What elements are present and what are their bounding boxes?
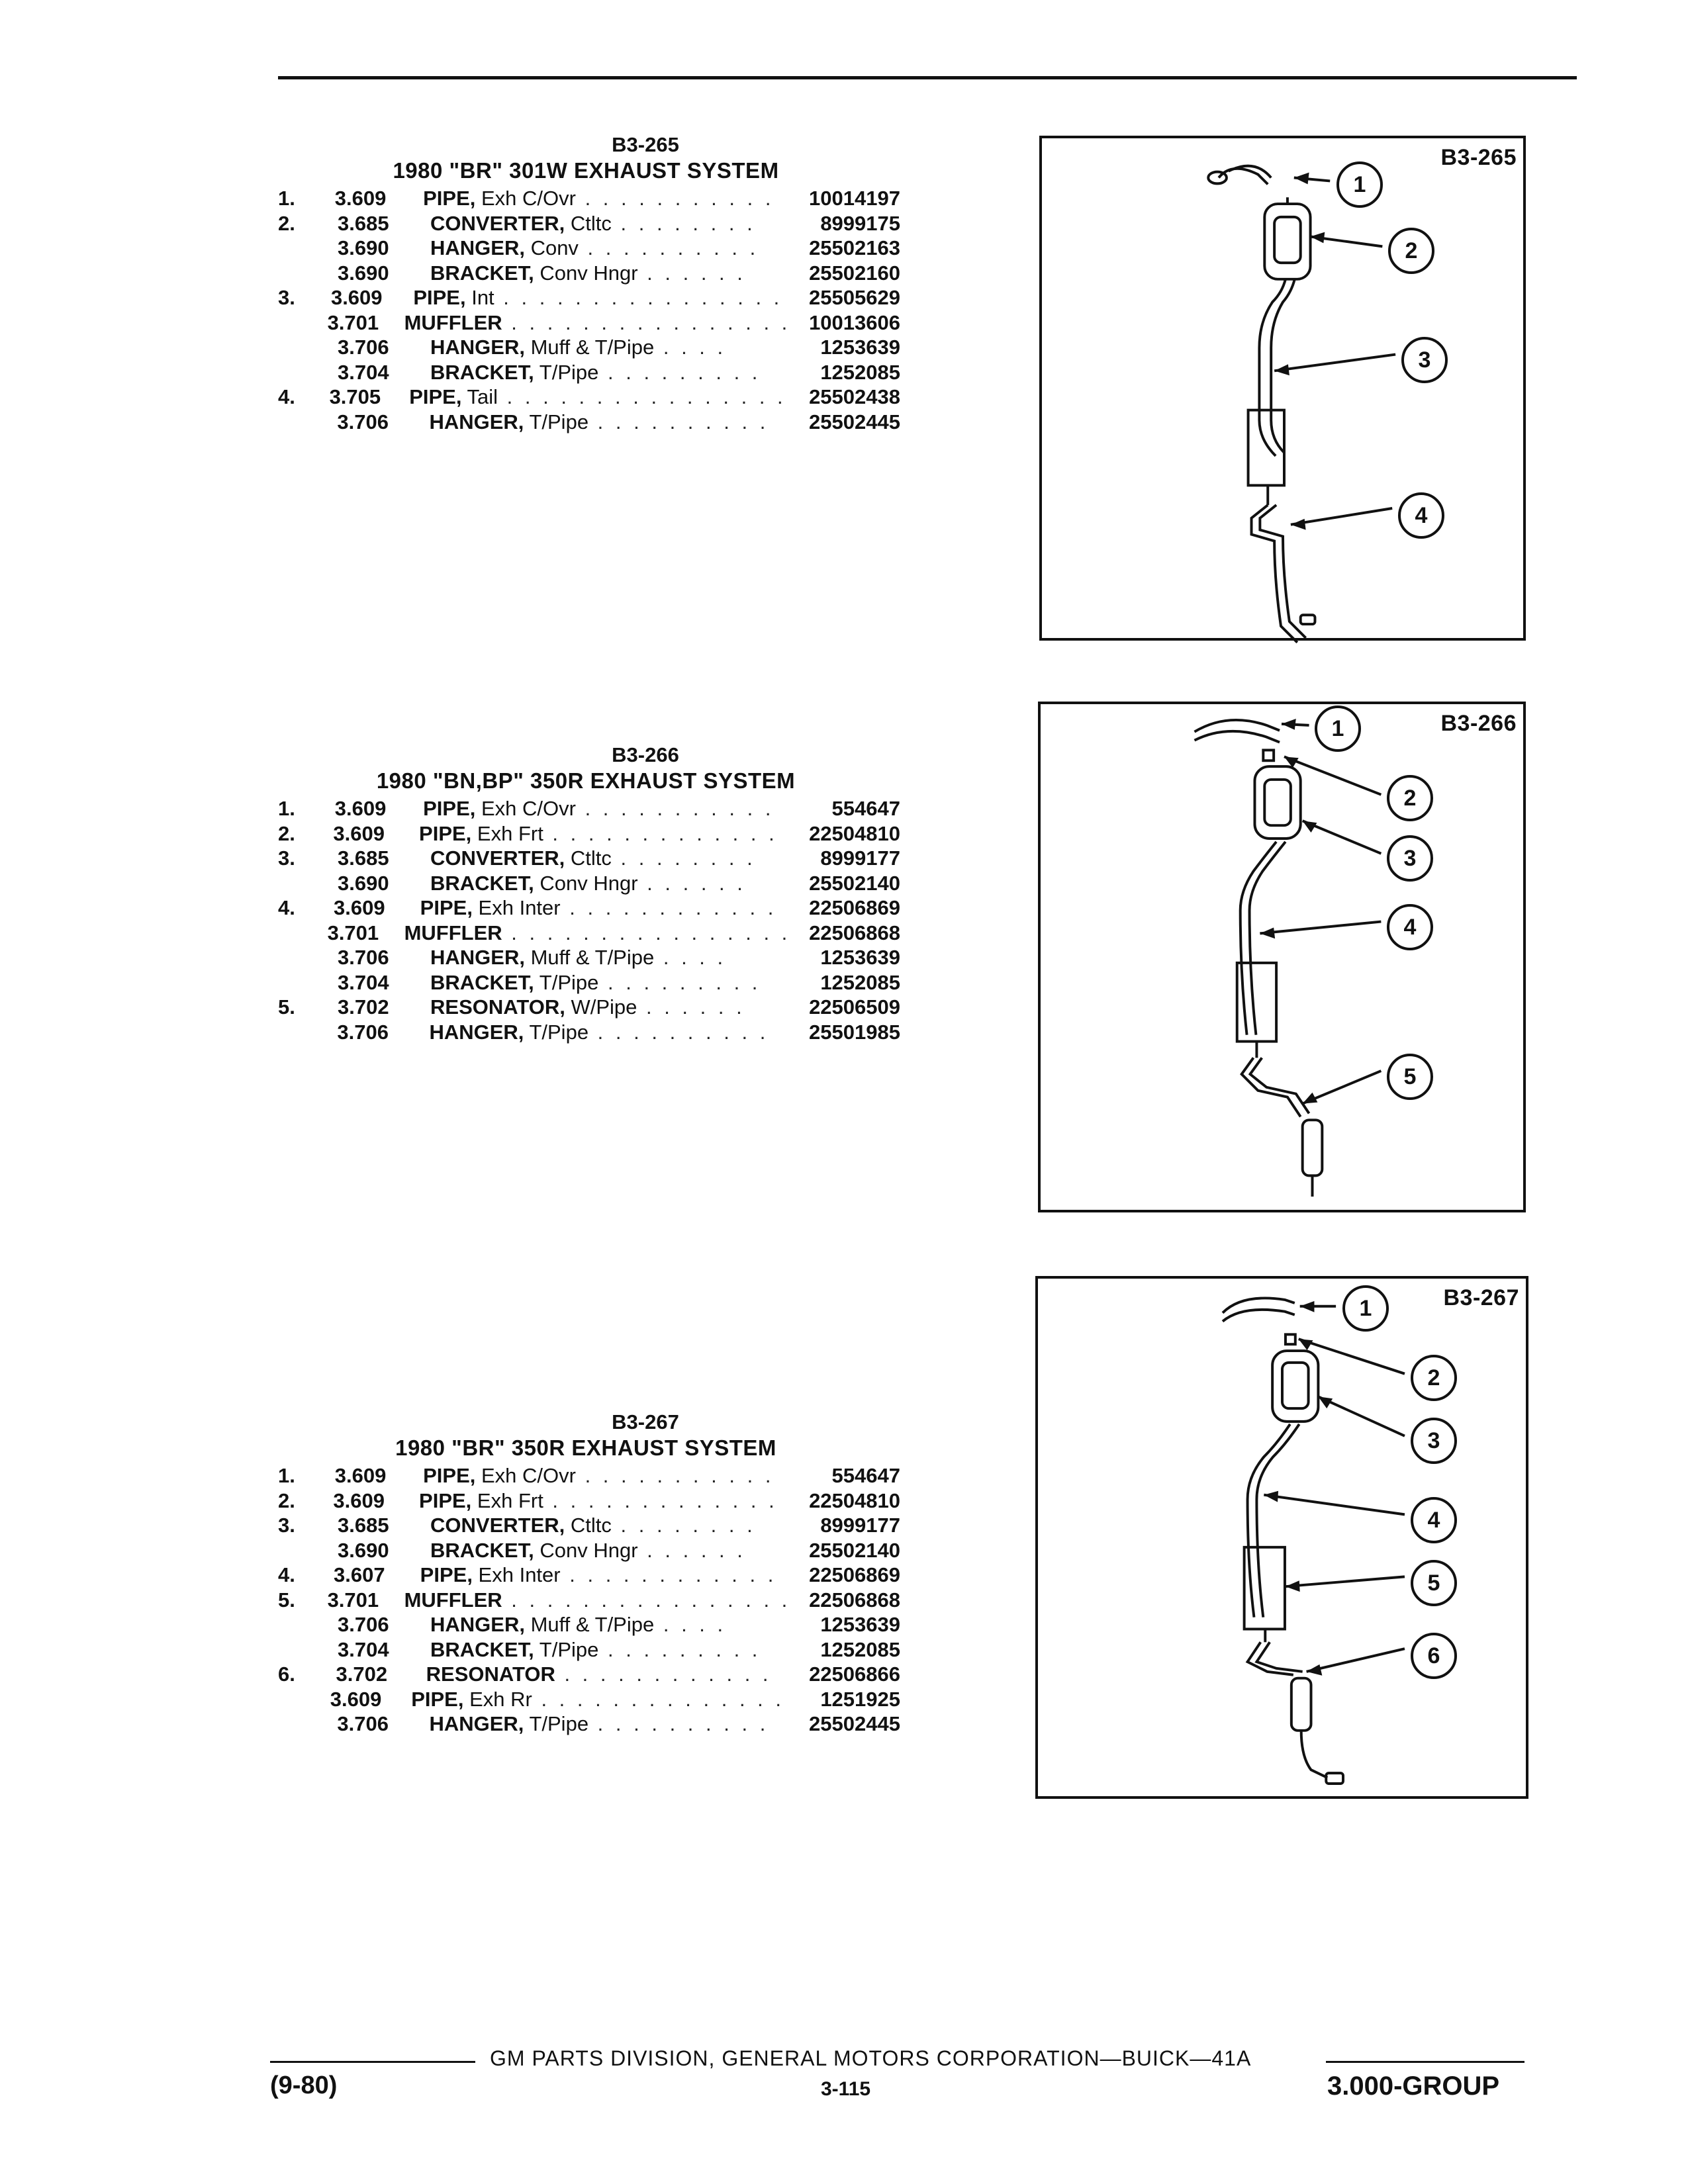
- part-number: 1253639: [820, 336, 900, 359]
- part-number: 25502163: [809, 236, 900, 259]
- part-name: MUFFLER: [404, 310, 502, 334]
- parts-row: [271, 846, 900, 872]
- parts-row: [271, 1514, 900, 1539]
- exhaust-drawing: [1041, 704, 1523, 1210]
- leader-dots: . . . . . . . .: [611, 1514, 756, 1537]
- part-description: [419, 1489, 778, 1513]
- leader-dots: . . . . . .: [637, 261, 746, 285]
- leader-dots: . . . . . . . . . . . . . . . .: [502, 921, 791, 944]
- leader-dots: . . . .: [654, 946, 727, 969]
- item-number: 5.: [278, 1588, 295, 1612]
- figure-id: B3-267: [612, 1410, 679, 1433]
- part-number: 1252085: [820, 1637, 900, 1661]
- callout-1: 1: [1336, 161, 1383, 208]
- part-number: 554647: [831, 1464, 900, 1487]
- leader-dots: . . . . . . . . .: [598, 970, 761, 994]
- group-number: 3.609: [334, 1464, 387, 1487]
- part-detail: Muff & T/Pipe: [524, 336, 655, 359]
- part-detail: Exh Frt: [471, 1488, 543, 1512]
- leader-dots: . . . . . . . .: [611, 211, 756, 235]
- callout-1: 1: [1315, 705, 1361, 752]
- group-number: 3.706: [337, 1020, 389, 1044]
- parts-row: [271, 822, 900, 847]
- callout-4: 4: [1387, 904, 1433, 950]
- parts-listing-b3-267: [271, 1410, 900, 1737]
- item-number: 2.: [278, 1488, 295, 1512]
- part-detail: Ctltc: [565, 211, 612, 235]
- part-detail: Exh C/Ovr: [475, 187, 576, 210]
- item-number: 2.: [278, 821, 295, 845]
- part-name: PIPE,: [423, 797, 476, 820]
- part-number: 22504810: [809, 821, 900, 845]
- page-number: 3-115: [821, 2078, 871, 2100]
- part-name: PIPE,: [419, 1488, 472, 1512]
- group-number: 3.706: [337, 1712, 389, 1735]
- exhaust-diagram-b3-265: [1039, 136, 1526, 641]
- part-description: [430, 1613, 768, 1637]
- figure-id: B3-265: [612, 133, 679, 156]
- part-description: [430, 946, 768, 970]
- group-number: 3.609: [330, 286, 383, 309]
- parts-row: [271, 212, 900, 237]
- rear-pipe: [1301, 1731, 1328, 1778]
- group-number: 3.701: [327, 1588, 379, 1612]
- callout-6: 6: [1411, 1633, 1457, 1679]
- part-detail: Exh Frt: [471, 821, 543, 845]
- callout-3: 3: [1411, 1418, 1457, 1464]
- group-label: 3.000-GROUP: [1327, 2071, 1500, 2101]
- parts-row: [271, 1021, 900, 1046]
- part-detail: Ctltc: [565, 846, 612, 870]
- part-name: HANGER,: [429, 1712, 524, 1735]
- part-detail: Exh C/Ovr: [475, 797, 576, 820]
- callout-2: 2: [1387, 775, 1433, 821]
- leader-dots: . . . . . .: [637, 995, 745, 1019]
- leader-dots: . . . . . . . . . . .: [575, 1464, 774, 1487]
- parts-row: [271, 286, 900, 311]
- callout-3: 3: [1387, 835, 1433, 882]
- part-number: 8999177: [820, 846, 900, 870]
- part-description: [423, 1464, 774, 1488]
- part-number: 8999177: [820, 1514, 900, 1537]
- part-number: 25502438: [809, 385, 900, 408]
- part-description: [411, 1688, 784, 1711]
- part-detail: Tail: [461, 385, 498, 408]
- part-name: RESONATOR: [426, 1662, 555, 1686]
- parts-row: [271, 896, 900, 921]
- part-number: 1253639: [820, 1613, 900, 1636]
- parts-row: [271, 971, 900, 996]
- group-number: 3.609: [334, 187, 387, 210]
- parts-row: [271, 921, 900, 946]
- part-detail: T/Pipe: [534, 1637, 599, 1661]
- part-number: 25501985: [809, 1020, 900, 1044]
- group-number: 3.704: [338, 970, 389, 994]
- group-number: 3.690: [338, 1538, 389, 1562]
- exhaust-drawing: [1038, 1279, 1526, 1796]
- part-detail: Conv Hngr: [534, 261, 638, 285]
- callout-3: 3: [1401, 337, 1448, 383]
- parts-row: [271, 1712, 900, 1737]
- part-description: [423, 187, 774, 210]
- part-number: 25502140: [809, 871, 900, 895]
- callout-4: 4: [1398, 492, 1444, 539]
- parts-row: [271, 261, 900, 287]
- parts-row: [271, 1539, 900, 1564]
- part-name: BRACKET,: [430, 1637, 534, 1661]
- parts-table: [271, 1464, 900, 1737]
- parts-row: [271, 872, 900, 897]
- part-name: PIPE,: [409, 385, 462, 408]
- parts-row: [271, 797, 900, 822]
- leader-4: [1264, 1495, 1405, 1515]
- part-name: PIPE,: [411, 1687, 464, 1711]
- group-number: 3.690: [338, 236, 389, 259]
- front-pipe: [1286, 1334, 1295, 1344]
- part-description: [430, 971, 768, 995]
- parts-row: [271, 995, 900, 1021]
- group-number: 3.704: [338, 360, 389, 384]
- part-name: BRACKET,: [430, 970, 534, 994]
- item-number: 4.: [278, 385, 295, 408]
- part-description: [404, 921, 791, 945]
- part-name: BRACKET,: [430, 871, 534, 895]
- part-detail: W/Pipe: [565, 995, 637, 1019]
- parts-row: [271, 1464, 900, 1489]
- leader-dots: . . . .: [654, 336, 727, 359]
- part-description: [420, 1563, 777, 1587]
- part-number: 25505629: [809, 286, 900, 309]
- part-number: 1252085: [820, 360, 900, 384]
- parts-row: [271, 1489, 900, 1514]
- part-detail: Exh Rr: [463, 1687, 532, 1711]
- part-description: [430, 261, 768, 285]
- leader-4: [1260, 922, 1381, 934]
- part-number: 22506869: [809, 1563, 901, 1586]
- parts-row: [271, 1662, 900, 1688]
- part-name: PIPE,: [419, 821, 472, 845]
- part-name: HANGER,: [430, 336, 525, 359]
- parts-row: [271, 946, 900, 971]
- leader-dots: . . . . . . . . . . . . . .: [532, 1687, 785, 1711]
- group-number: 3.705: [329, 385, 381, 408]
- callout-5: 5: [1387, 1054, 1433, 1100]
- leader-dots: . . . . . . . . . . . . .: [543, 1488, 778, 1512]
- part-detail: Int: [465, 286, 494, 309]
- part-description: [430, 846, 768, 870]
- callout-1: 1: [1342, 1285, 1389, 1332]
- parts-listing-b3-265: [271, 132, 900, 435]
- parts-table: [271, 187, 900, 435]
- part-description: [426, 1662, 772, 1686]
- leader-dots: . . . . . . . . . . . . . . . .: [498, 385, 786, 408]
- leader-dots: . . . . . . . . . . . .: [560, 1563, 777, 1586]
- group-number: 3.702: [336, 1662, 388, 1686]
- figure-id: B3-266: [612, 743, 679, 766]
- part-description: [430, 1539, 768, 1563]
- part-number: 22506868: [809, 921, 900, 944]
- part-number: 1251925: [820, 1687, 900, 1711]
- part-name: MUFFLER: [404, 1588, 502, 1612]
- intermediate-pipe: [1241, 842, 1276, 1035]
- group-number: 3.690: [338, 871, 389, 895]
- group-number: 3.706: [338, 1613, 389, 1636]
- part-detail: Muff & T/Pipe: [524, 1613, 655, 1636]
- part-number: 554647: [831, 797, 900, 820]
- part-description: [429, 410, 769, 434]
- part-description: [419, 822, 778, 846]
- part-number: 1252085: [820, 970, 900, 994]
- part-description: [423, 797, 774, 821]
- leader-dots: . . . .: [654, 1613, 727, 1636]
- footer-rule-right: [1326, 2061, 1524, 2063]
- parts-row: [271, 410, 900, 435]
- part-description: [430, 236, 768, 260]
- parts-table: [271, 797, 900, 1045]
- part-description: [430, 995, 768, 1019]
- figure-label: B3-267: [1443, 1285, 1519, 1310]
- leader-4: [1291, 508, 1392, 525]
- parts-row: [271, 1588, 900, 1614]
- part-detail: T/Pipe: [524, 1020, 589, 1044]
- figure-label: B3-265: [1440, 145, 1517, 170]
- parts-row: [271, 1638, 900, 1663]
- part-name: BRACKET,: [430, 261, 534, 285]
- part-name: PIPE,: [420, 896, 473, 919]
- system-title: 1980 "BR" 301W EXHAUST SYSTEM: [393, 158, 779, 183]
- parts-row: [271, 1688, 900, 1713]
- part-name: PIPE,: [423, 187, 476, 210]
- group-number: 3.607: [334, 1563, 385, 1586]
- parts-listing-b3-266: [271, 743, 900, 1045]
- part-name: HANGER,: [430, 1613, 525, 1636]
- part-number: 8999175: [820, 211, 900, 235]
- part-description: [420, 896, 777, 920]
- part-detail: Conv: [524, 236, 579, 259]
- parts-row: [271, 361, 900, 386]
- callout-4: 4: [1411, 1497, 1457, 1543]
- part-description: [429, 1021, 769, 1044]
- item-number: 3.: [278, 846, 295, 870]
- top-rule: [278, 76, 1577, 79]
- item-number: 1.: [278, 797, 295, 820]
- part-name: HANGER,: [429, 410, 524, 433]
- part-number: 25502445: [809, 410, 900, 433]
- parts-row: [271, 311, 900, 336]
- part-description: [430, 336, 768, 359]
- leader-6: [1307, 1649, 1405, 1672]
- part-detail: Conv Hngr: [534, 871, 638, 895]
- leader-dots: . . . . . .: [637, 871, 746, 895]
- part-description: [430, 361, 768, 385]
- parts-row: [271, 187, 900, 212]
- part-number: 10013606: [809, 310, 900, 334]
- leader-dots: . . . . . . . . . .: [588, 1020, 769, 1044]
- leader-dots: . . . . . . . . . . . . . . . .: [494, 286, 783, 309]
- group-number: 3.609: [333, 821, 385, 845]
- part-name: BRACKET,: [430, 360, 534, 384]
- part-detail: Muff & T/Pipe: [524, 946, 655, 969]
- part-description: [413, 286, 782, 310]
- group-number: 3.704: [338, 1637, 389, 1661]
- part-description: [430, 1514, 768, 1537]
- parts-row: [271, 1613, 900, 1638]
- converter: [1264, 204, 1310, 279]
- leader-dots: . . . . . . . . .: [598, 360, 761, 384]
- figure-label: B3-266: [1440, 711, 1517, 736]
- leader-dots: . . . . . . . . . . . .: [560, 896, 777, 919]
- group-number: 3.609: [330, 1687, 382, 1711]
- leader-dots: . . . . . . . . . .: [588, 410, 769, 433]
- part-name: MUFFLER: [404, 921, 502, 944]
- part-number: 25502160: [809, 261, 900, 285]
- item-number: 3.: [278, 286, 295, 309]
- item-number: 3.: [278, 1514, 295, 1537]
- leader-3: [1274, 355, 1395, 371]
- part-number: 22506868: [809, 1588, 900, 1612]
- parts-row: [271, 236, 900, 261]
- footer-division: GM PARTS DIVISION, GENERAL MOTORS CORPORATION—BUICK—41A: [490, 2046, 1252, 2070]
- group-number: 3.690: [338, 261, 389, 285]
- part-number: 1253639: [820, 946, 900, 969]
- item-number: 1.: [278, 1464, 295, 1487]
- exhaust-diagram-b3-267: [1035, 1276, 1528, 1799]
- group-number: 3.701: [327, 921, 379, 944]
- part-detail: Conv Hngr: [534, 1538, 638, 1562]
- leader-dots: . . . . . . . . . . . . . . . .: [502, 1588, 791, 1612]
- group-number: 3.685: [338, 846, 389, 870]
- group-number: 3.706: [337, 410, 389, 433]
- resonator: [1291, 1678, 1311, 1731]
- callout-2: 2: [1388, 228, 1434, 274]
- leader-dots: . . . . . . . . . . . . . . . .: [502, 310, 791, 334]
- parts-row: [271, 385, 900, 410]
- part-detail: Ctltc: [565, 1514, 612, 1537]
- part-number: 22506869: [809, 896, 901, 919]
- part-number: 25502445: [809, 1712, 900, 1735]
- part-detail: T/Pipe: [524, 1712, 589, 1735]
- part-number: 22506509: [809, 995, 900, 1019]
- leader-5: [1286, 1576, 1405, 1586]
- parts-row: [271, 1563, 900, 1588]
- parts-row: [271, 336, 900, 361]
- group-number: 3.706: [338, 946, 389, 969]
- part-name: PIPE,: [423, 1464, 476, 1487]
- group-number: 3.685: [338, 211, 389, 235]
- part-detail: Exh Inter: [472, 896, 561, 919]
- part-description: [430, 212, 768, 236]
- part-name: PIPE,: [420, 1563, 473, 1586]
- group-number: 3.609: [334, 797, 387, 820]
- leader-dots: . . . . . . . .: [611, 846, 756, 870]
- part-name: CONVERTER,: [430, 1514, 565, 1537]
- group-number: 3.609: [333, 1488, 385, 1512]
- leader-dots: . . . . . . . . . . . .: [555, 1662, 772, 1686]
- item-number: 5.: [278, 995, 295, 1019]
- footer-rule-left: [270, 2061, 475, 2063]
- leader-dots: . . . . . .: [637, 1538, 746, 1562]
- part-detail: T/Pipe: [534, 360, 599, 384]
- item-number: 4.: [278, 1563, 295, 1586]
- group-number: 3.685: [338, 1514, 389, 1537]
- part-description: [409, 385, 786, 409]
- resonator: [1303, 1120, 1323, 1175]
- part-name: PIPE,: [413, 286, 466, 309]
- leader-dots: . . . . . . . . . .: [578, 236, 759, 259]
- converter: [1254, 766, 1300, 839]
- part-detail: T/Pipe: [534, 970, 599, 994]
- part-name: BRACKET,: [430, 1538, 534, 1562]
- part-description: [430, 1638, 768, 1662]
- item-number: 6.: [278, 1662, 295, 1686]
- item-number: 4.: [278, 896, 295, 919]
- part-name: HANGER,: [430, 946, 525, 969]
- group-number: 3.609: [334, 896, 385, 919]
- part-description: [429, 1712, 769, 1736]
- part-detail: Exh Inter: [472, 1563, 561, 1586]
- part-name: CONVERTER,: [430, 211, 565, 235]
- leader-dots: . . . . . . . . .: [598, 1637, 761, 1661]
- part-number: 25502140: [809, 1538, 900, 1562]
- part-number: 10014197: [809, 187, 900, 210]
- exhaust-diagram-b3-266: [1038, 702, 1526, 1212]
- leader-dots: . . . . . . . . . .: [588, 1712, 769, 1735]
- part-name: HANGER,: [429, 1020, 524, 1044]
- part-description: [404, 311, 791, 335]
- part-name: HANGER,: [430, 236, 525, 259]
- part-name: RESONATOR,: [430, 995, 565, 1019]
- part-description: [430, 872, 768, 895]
- exhaust-drawing: [1042, 138, 1523, 638]
- item-number: 1.: [278, 187, 295, 210]
- part-description: [404, 1588, 791, 1612]
- part-detail: Exh C/Ovr: [475, 1464, 576, 1487]
- leader-dots: . . . . . . . . . . . . .: [543, 821, 778, 845]
- callout-5: 5: [1411, 1560, 1457, 1606]
- leader-3: [1318, 1396, 1405, 1435]
- part-number: 22504810: [809, 1488, 900, 1512]
- leader-dots: . . . . . . . . . . .: [575, 797, 774, 820]
- group-number: 3.701: [327, 310, 379, 334]
- part-number: 22506866: [809, 1662, 900, 1686]
- crossover-flange: [1208, 172, 1227, 184]
- front-pipe: [1263, 750, 1274, 760]
- leader-dots: . . . . . . . . . . .: [575, 187, 774, 210]
- group-number: 3.702: [338, 995, 389, 1019]
- system-title: 1980 "BR" 350R EXHAUST SYSTEM: [395, 1435, 776, 1460]
- system-title: 1980 "BN,BP" 350R EXHAUST SYSTEM: [376, 768, 796, 793]
- part-detail: T/Pipe: [524, 410, 589, 433]
- item-number: 2.: [278, 211, 295, 235]
- callout-2: 2: [1411, 1355, 1457, 1401]
- part-name: CONVERTER,: [430, 846, 565, 870]
- group-number: 3.706: [338, 336, 389, 359]
- footer-date: (9-80): [270, 2071, 338, 2099]
